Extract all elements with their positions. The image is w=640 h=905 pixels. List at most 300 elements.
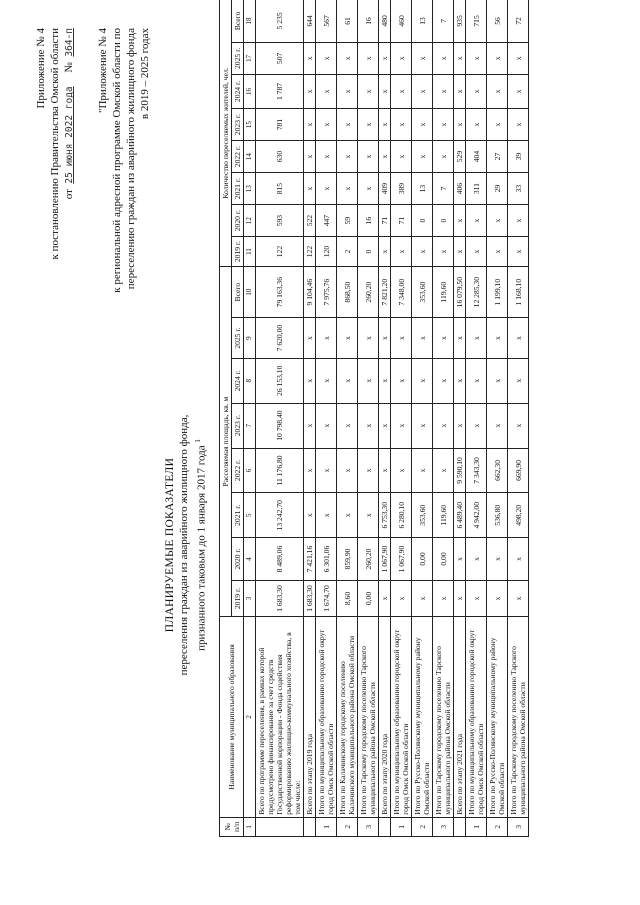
area-cell: 9 590,10: [454, 448, 466, 493]
row-name: Всего по этапу 2019 года: [304, 617, 316, 818]
area-cell: х: [454, 318, 466, 359]
area-total-cell: 119,60: [433, 266, 454, 317]
area-cell: х: [466, 358, 487, 403]
people-cell: х: [391, 74, 412, 108]
people-cell: 16: [358, 205, 379, 237]
area-cell: 1 683,30: [256, 580, 304, 616]
column-number: 6: [244, 448, 256, 493]
people-cell: х: [412, 237, 433, 267]
column-number: 4: [244, 538, 256, 581]
area-cell: 6 753,30: [379, 493, 391, 538]
area-cell: х: [433, 448, 454, 493]
area-cell: 7 620,00: [256, 318, 304, 359]
number-value: 364-п: [64, 28, 75, 57]
people-cell: 59: [337, 205, 358, 237]
table-row: [454, 0, 466, 837]
column-number: 14: [244, 141, 256, 173]
area-cell: х: [358, 403, 379, 448]
row-index: [379, 817, 391, 836]
table-row: [433, 0, 454, 837]
area-cell: х: [391, 358, 412, 403]
people-cell: х: [304, 74, 316, 108]
people-cell: х: [316, 141, 337, 173]
column-number: 15: [244, 109, 256, 141]
row-name: Итого по Тарскому городскому поселению Тарского муниципального района Омской области: [433, 617, 454, 818]
table-row: [256, 0, 304, 837]
area-total-cell: 353,60: [412, 266, 433, 317]
table-row: [508, 0, 529, 837]
people-cell: 447: [316, 205, 337, 237]
people-cell: 33: [508, 173, 529, 205]
row-index: [304, 817, 316, 836]
area-cell: 353,60: [412, 493, 433, 538]
people-cell: х: [508, 109, 529, 141]
people-cell: х: [337, 42, 358, 74]
column-number: 10: [244, 266, 256, 317]
area-cell: х: [487, 580, 508, 616]
people-cell: х: [454, 205, 466, 237]
header-area-year: 2025 г.: [232, 318, 244, 359]
header-area-year: 2024 г.: [232, 358, 244, 403]
area-cell: 11 176,80: [256, 448, 304, 493]
people-cell: х: [433, 42, 454, 74]
people-cell: 406: [454, 173, 466, 205]
header-people-year: 2025 г.: [232, 42, 244, 74]
area-total-cell: 12 285,30: [466, 266, 487, 317]
area-cell: х: [391, 318, 412, 359]
people-cell: х: [304, 141, 316, 173]
area-cell: 669,90: [508, 448, 529, 493]
people-cell: 29: [487, 173, 508, 205]
area-cell: 8 489,06: [256, 538, 304, 581]
area-cell: х: [412, 403, 433, 448]
area-total-cell: 1 199,10: [487, 266, 508, 317]
people-cell: 389: [391, 173, 412, 205]
area-cell: 7 421,16: [304, 538, 316, 581]
area-cell: 0,00: [358, 580, 379, 616]
column-number: 18: [244, 0, 256, 42]
table-row: [358, 0, 379, 837]
row-index: 2: [337, 817, 358, 836]
people-cell: х: [433, 237, 454, 267]
area-cell: 119,60: [433, 493, 454, 538]
people-cell: 630: [256, 141, 304, 173]
area-total-cell: 1 168,10: [508, 266, 529, 317]
people-cell: х: [391, 141, 412, 173]
row-index: 1: [391, 817, 412, 836]
appendix-date-line: [62, 28, 77, 259]
people-cell: 781: [256, 109, 304, 141]
table-header: [220, 0, 256, 837]
header-people-year: 2023 г.: [232, 109, 244, 141]
area-cell: х: [337, 403, 358, 448]
area-cell: 6 489,40: [454, 493, 466, 538]
people-cell: х: [466, 205, 487, 237]
table-row: [337, 0, 358, 837]
area-cell: х: [433, 403, 454, 448]
people-cell: х: [379, 42, 391, 74]
area-total-cell: 7 348,00: [391, 266, 412, 317]
row-index: 2: [487, 817, 508, 836]
area-cell: х: [316, 358, 337, 403]
area-total-cell: 16 079,50: [454, 266, 466, 317]
number-prefix: №: [63, 62, 75, 73]
header-area-group: Расселяемая площадь, кв. м: [220, 266, 232, 616]
people-total-cell: 72: [508, 0, 529, 42]
header-people-year: 2021 г.: [232, 173, 244, 205]
people-cell: х: [391, 237, 412, 267]
people-cell: х: [379, 74, 391, 108]
people-cell: х: [466, 74, 487, 108]
table-row: [316, 0, 337, 837]
area-cell: 498,20: [508, 493, 529, 538]
people-cell: х: [358, 74, 379, 108]
people-cell: х: [412, 42, 433, 74]
date-value: 25 июня 2022 года: [64, 86, 75, 184]
people-total-cell: 644: [304, 0, 316, 42]
people-cell: х: [316, 173, 337, 205]
header-area-total: Всего: [232, 266, 244, 317]
people-cell: х: [358, 141, 379, 173]
people-cell: 404: [466, 141, 487, 173]
people-cell: х: [358, 42, 379, 74]
people-cell: х: [337, 74, 358, 108]
people-cell: 311: [466, 173, 487, 205]
header-area-year: 2022 г.: [232, 448, 244, 493]
people-cell: х: [466, 109, 487, 141]
row-index: 3: [433, 817, 454, 836]
title-line3: признанного таковым до 1 января 2017 года $^1$: [194, 439, 208, 651]
people-cell: х: [379, 141, 391, 173]
area-cell: х: [508, 358, 529, 403]
people-cell: х: [316, 74, 337, 108]
people-cell: х: [508, 74, 529, 108]
people-cell: 71: [391, 205, 412, 237]
area-total-cell: 260,20: [358, 266, 379, 317]
people-total-cell: 480: [379, 0, 391, 42]
people-cell: х: [337, 141, 358, 173]
row-name: Итого по Калачинскому городскому поселению Калачинского муниципального района Омской области: [337, 617, 358, 818]
area-cell: х: [304, 403, 316, 448]
area-cell: 0,00: [433, 538, 454, 581]
area-cell: х: [433, 358, 454, 403]
header-people-year: 2020 г.: [232, 205, 244, 237]
area-cell: х: [454, 538, 466, 581]
area-total-cell: 868,50: [337, 266, 358, 317]
area-cell: х: [358, 493, 379, 538]
area-cell: 859,90: [337, 538, 358, 581]
people-cell: 120: [316, 237, 337, 267]
area-cell: 6 301,06: [316, 538, 337, 581]
area-cell: х: [454, 403, 466, 448]
area-cell: 662,30: [487, 448, 508, 493]
people-cell: 13: [412, 173, 433, 205]
row-name: Всего по этапу 2020 года: [379, 617, 391, 818]
area-cell: х: [316, 318, 337, 359]
row-index: 3: [508, 817, 529, 836]
title-footnote: 1: [194, 439, 202, 443]
program-appendix-line3: переселению граждан из аварийного жилищного фонда: [125, 28, 137, 290]
people-cell: 0: [358, 237, 379, 267]
people-cell: 529: [454, 141, 466, 173]
row-name: Итого по муниципальному образованию городской округ город Омск Омской области: [466, 617, 487, 818]
area-cell: 6 280,10: [391, 493, 412, 538]
people-cell: 7: [433, 173, 454, 205]
people-cell: х: [391, 109, 412, 141]
people-cell: х: [412, 141, 433, 173]
area-cell: 1 674,70: [316, 580, 337, 616]
document-title: [163, 335, 209, 755]
area-cell: 260,20: [358, 538, 379, 581]
area-cell: х: [337, 358, 358, 403]
header-people-year: 2019 г.: [232, 237, 244, 267]
people-total-cell: 5 235: [256, 0, 304, 42]
people-cell: 409: [379, 173, 391, 205]
people-cell: 0: [412, 205, 433, 237]
people-cell: х: [487, 42, 508, 74]
column-number: 13: [244, 173, 256, 205]
people-cell: х: [337, 109, 358, 141]
people-total-cell: 460: [391, 0, 412, 42]
people-cell: 507: [256, 42, 304, 74]
people-cell: х: [454, 237, 466, 267]
people-cell: х: [487, 205, 508, 237]
header-people-group: Количество переселяемых жителей, чел.: [220, 0, 232, 266]
people-cell: х: [379, 109, 391, 141]
people-total-cell: 715: [466, 0, 487, 42]
header-people-year: 2024 г.: [232, 74, 244, 108]
area-cell: х: [508, 580, 529, 616]
row-index: 2: [412, 817, 433, 836]
appendix-header: [34, 28, 77, 259]
people-cell: х: [412, 109, 433, 141]
people-cell: х: [487, 237, 508, 267]
row-name: Всего по этапу 2021 года: [454, 617, 466, 818]
column-number: 12: [244, 205, 256, 237]
area-total-cell: 7 975,76: [316, 266, 337, 317]
area-cell: х: [466, 580, 487, 616]
column-number: 16: [244, 74, 256, 108]
column-number: 8: [244, 358, 256, 403]
row-name: Итого по муниципальному образованию городской округ город Омск Омской области: [316, 617, 337, 818]
area-cell: х: [358, 448, 379, 493]
row-name: Всего по программе переселения, в рамках которой предусмотрено финансирование за счет средств Государственной корпорации - Фонда содействия реформированию жилищно-коммунального хозяйства, в том числе:: [256, 617, 304, 818]
area-cell: х: [391, 580, 412, 616]
row-name: Итого по Русско-Полянскому муниципальному району Омской области: [487, 617, 508, 818]
area-cell: 1 067,90: [391, 538, 412, 581]
area-cell: х: [508, 318, 529, 359]
area-cell: 4 942,00: [466, 493, 487, 538]
area-cell: х: [379, 580, 391, 616]
header-area-year: 2019 г.: [232, 580, 244, 616]
appendix-number: Приложение № 4: [35, 28, 47, 109]
area-cell: 1 683,30: [304, 580, 316, 616]
people-total-cell: 7: [433, 0, 454, 42]
people-cell: 593: [256, 205, 304, 237]
row-name: Итого по Тарскому городскому поселению Тарского муниципального района Омской области: [508, 617, 529, 818]
people-cell: 0: [433, 205, 454, 237]
people-cell: 522: [304, 205, 316, 237]
program-appendix-line1: "Приложение № 4: [97, 28, 109, 114]
people-total-cell: 16: [358, 0, 379, 42]
area-cell: 10 798,40: [256, 403, 304, 448]
area-cell: х: [487, 358, 508, 403]
area-cell: х: [304, 318, 316, 359]
column-number: 7: [244, 403, 256, 448]
people-cell: 27: [487, 141, 508, 173]
people-cell: 122: [304, 237, 316, 267]
area-total-cell: 9 104,46: [304, 266, 316, 317]
area-cell: х: [316, 448, 337, 493]
area-cell: х: [466, 538, 487, 581]
people-cell: х: [304, 42, 316, 74]
column-number: 11: [244, 237, 256, 267]
table-row: [466, 0, 487, 837]
people-cell: 71: [379, 205, 391, 237]
people-cell: х: [316, 109, 337, 141]
people-cell: х: [454, 42, 466, 74]
table-row: [391, 0, 412, 837]
area-cell: х: [466, 403, 487, 448]
area-cell: 1 067,90: [379, 538, 391, 581]
table-row: [412, 0, 433, 837]
area-cell: х: [391, 403, 412, 448]
area-cell: х: [304, 358, 316, 403]
row-index: [256, 817, 304, 836]
area-cell: х: [379, 448, 391, 493]
row-index: 1: [466, 817, 487, 836]
people-cell: 39: [508, 141, 529, 173]
column-number: 1: [244, 817, 256, 836]
area-cell: х: [358, 358, 379, 403]
program-appendix-line2: к региональной адресной программе Омской области по: [111, 28, 123, 293]
program-appendix-header: [96, 28, 152, 293]
area-cell: х: [379, 358, 391, 403]
column-number: 5: [244, 493, 256, 538]
area-cell: х: [337, 318, 358, 359]
people-cell: х: [466, 42, 487, 74]
area-cell: х: [412, 318, 433, 359]
people-cell: х: [391, 42, 412, 74]
area-cell: х: [433, 318, 454, 359]
area-cell: х: [379, 318, 391, 359]
row-name: Итого по Русско-Полянскому муниципальному району Омской области: [412, 617, 433, 818]
area-cell: х: [337, 493, 358, 538]
people-cell: х: [508, 237, 529, 267]
program-appendix-line4: в 2019 – 2025 годах: [139, 28, 151, 120]
area-cell: х: [466, 318, 487, 359]
title-line1: ПЛАНИРУЕМЫЕ ПОКАЗАТЕЛИ: [164, 457, 176, 633]
people-cell: х: [466, 237, 487, 267]
people-cell: х: [304, 173, 316, 205]
header-people-total: Всего: [232, 0, 244, 42]
area-cell: х: [316, 403, 337, 448]
area-cell: х: [358, 318, 379, 359]
people-cell: х: [433, 141, 454, 173]
appendix-reference: к постановлению Правительства Омской области: [49, 28, 61, 260]
people-cell: х: [316, 42, 337, 74]
area-cell: х: [454, 580, 466, 616]
people-cell: х: [358, 173, 379, 205]
indicators-table: [219, 0, 529, 837]
row-index: 3: [358, 817, 379, 836]
row-index: [454, 817, 466, 836]
table-row: [379, 0, 391, 837]
people-cell: х: [508, 42, 529, 74]
people-cell: х: [454, 74, 466, 108]
row-name: Итого по Тарскому городскому поселению Тарского муниципального района Омской области: [358, 617, 379, 818]
people-cell: 122: [256, 237, 304, 267]
table-row: [304, 0, 316, 837]
header-area-year: 2021 г.: [232, 493, 244, 538]
area-cell: 536,80: [487, 493, 508, 538]
area-cell: 8,60: [337, 580, 358, 616]
people-total-cell: 56: [487, 0, 508, 42]
people-total-cell: 61: [337, 0, 358, 42]
people-cell: х: [487, 109, 508, 141]
row-name: Итого по муниципальному образованию городской округ город Омск Омской области: [391, 617, 412, 818]
people-cell: х: [379, 237, 391, 267]
area-cell: х: [304, 493, 316, 538]
people-cell: х: [358, 109, 379, 141]
area-cell: х: [412, 580, 433, 616]
people-cell: 2: [337, 237, 358, 267]
people-total-cell: 567: [316, 0, 337, 42]
area-cell: 26 153,10: [256, 358, 304, 403]
people-cell: х: [412, 74, 433, 108]
area-cell: х: [508, 538, 529, 581]
people-cell: х: [304, 109, 316, 141]
area-cell: х: [337, 448, 358, 493]
people-total-cell: 935: [454, 0, 466, 42]
header-num: № п/п: [220, 817, 244, 836]
people-cell: х: [487, 74, 508, 108]
header-area-year: 2023 г.: [232, 403, 244, 448]
area-cell: х: [412, 448, 433, 493]
column-number: 3: [244, 580, 256, 616]
header-area-year: 2020 г.: [232, 538, 244, 581]
area-cell: х: [433, 580, 454, 616]
people-cell: х: [433, 74, 454, 108]
table-row: [487, 0, 508, 837]
area-cell: х: [304, 448, 316, 493]
people-cell: 815: [256, 173, 304, 205]
area-cell: х: [487, 538, 508, 581]
area-cell: х: [454, 358, 466, 403]
area-cell: 13 242,70: [256, 493, 304, 538]
column-number: 17: [244, 42, 256, 74]
column-number-row: [244, 0, 256, 837]
people-cell: х: [454, 109, 466, 141]
area-cell: 7 343,30: [466, 448, 487, 493]
table-body: [256, 0, 529, 837]
area-cell: х: [316, 493, 337, 538]
people-cell: х: [508, 205, 529, 237]
area-cell: х: [487, 318, 508, 359]
area-total-cell: 79 163,36: [256, 266, 304, 317]
people-cell: х: [433, 109, 454, 141]
header-name: Наименование муниципального образования: [220, 617, 244, 818]
people-cell: х: [337, 173, 358, 205]
area-cell: х: [391, 448, 412, 493]
area-cell: х: [508, 403, 529, 448]
area-total-cell: 7 821,20: [379, 266, 391, 317]
area-cell: х: [379, 403, 391, 448]
area-cell: х: [412, 358, 433, 403]
area-cell: х: [487, 403, 508, 448]
column-number: 2: [244, 617, 256, 818]
row-index: 1: [316, 817, 337, 836]
